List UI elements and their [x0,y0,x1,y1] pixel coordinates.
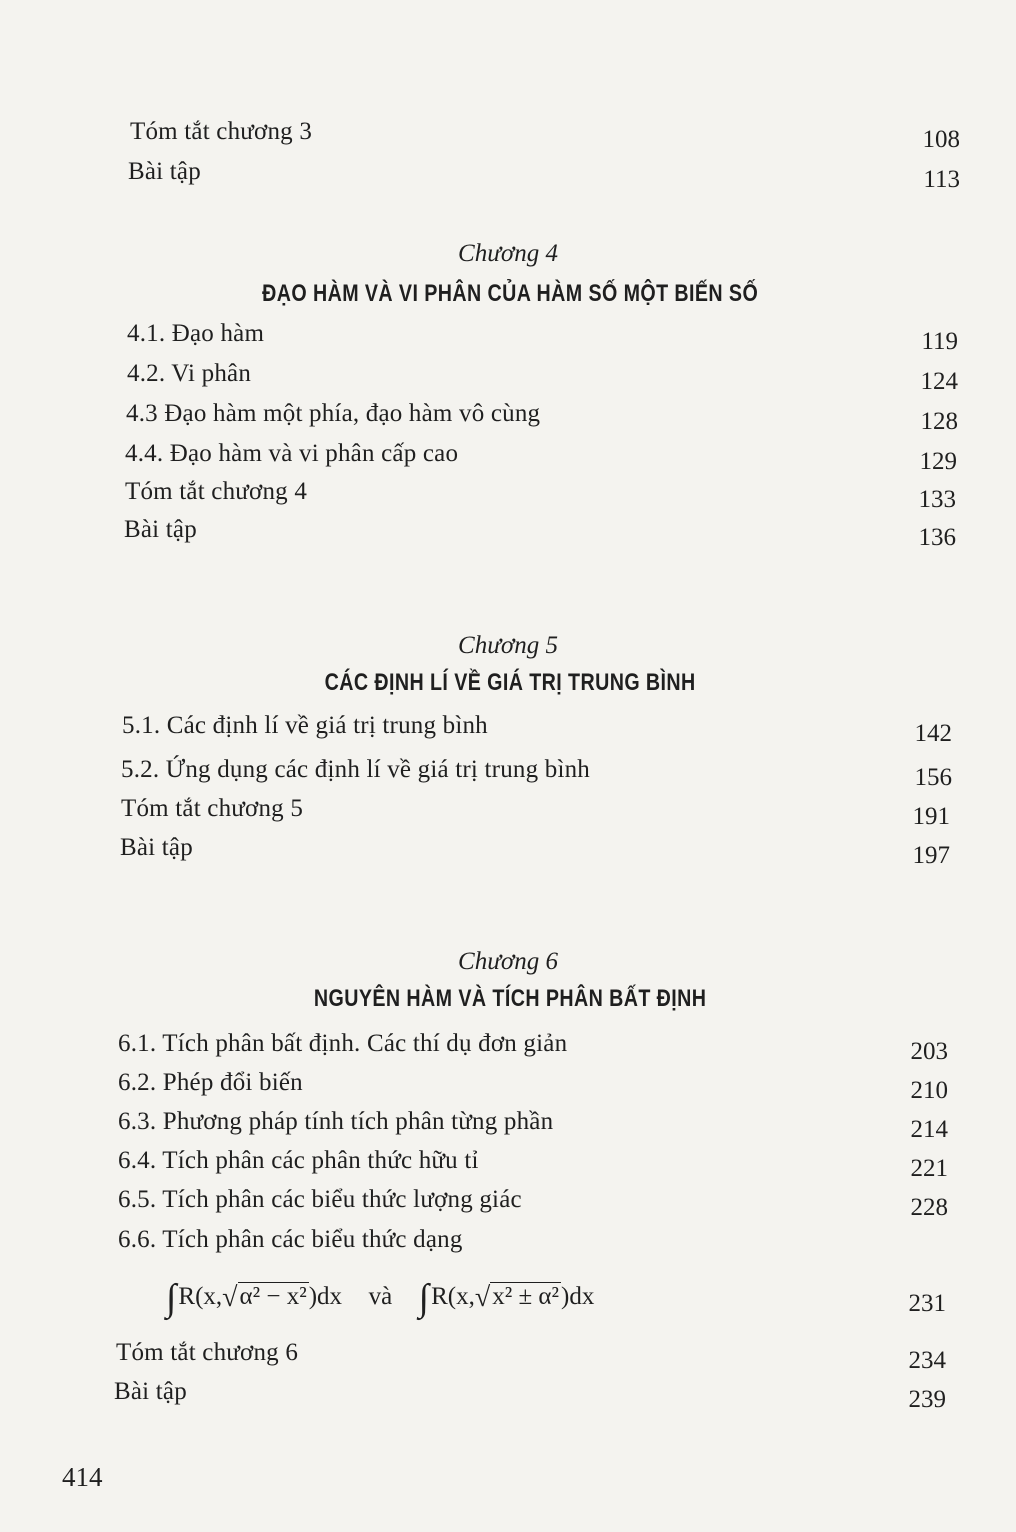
toc-entry [0,1339,1016,1379]
toc-entry-page: 221 [910,1155,948,1182]
toc-entry [0,1378,1016,1418]
toc-entry-page: 142 [914,720,952,747]
toc-entry [0,360,1016,400]
toc-entry-page: 136 [918,524,956,551]
toc-entry-page: 231 [908,1290,946,1317]
integral-sign: ∫ [418,1277,430,1319]
toc-entry [0,1226,1016,1266]
toc-entry-label: 5.2. Ứng dụng các định lí về giá trị trung bình [121,756,590,783]
toc-entry-page: 214 [910,1116,948,1143]
sqrt-left: √α² − x² [222,1282,307,1313]
toc-entry-label: Bài tập [128,158,201,185]
toc-entry-page: 156 [914,764,952,791]
toc-entry-label: 6.1. Tích phân bất định. Các thí dụ đơn giản [118,1030,568,1057]
toc-entry-page: 113 [923,166,960,193]
formula-right-radicand: x² ± α² [492,1283,560,1310]
toc-entry-label: 4.4. Đạo hàm và vi phân cấp cao [125,440,459,467]
toc-entry [0,118,1016,158]
toc-entry-page: 133 [918,486,956,513]
toc-entry-page: 108 [922,126,960,153]
toc-entry [0,1186,1016,1226]
formula-left-radicand: α² − x² [239,1283,307,1310]
toc-entry-page: 203 [910,1038,948,1065]
toc-entry-label: 6.5. Tích phân các biểu thức lượng giác [118,1186,522,1213]
toc-entry-label: Tóm tắt chương 4 [125,478,308,505]
toc-entry-label: Bài tập [124,516,197,543]
toc-entry [0,516,1016,556]
toc-entry-label: 4.2. Vi phân [127,360,252,387]
toc-entry [0,1147,1016,1187]
formula-right-suffix: )dx [561,1283,595,1310]
chapter-label: Chương 6 [458,948,558,975]
toc-entry [0,834,1016,874]
toc-entry-page: 228 [910,1194,948,1221]
sqrt-right: √x² ± α² [474,1282,560,1313]
chapter-title: ĐẠO HÀM VÀ VI PHÂN CỦA HÀM SỐ MỘT BIẾN SỐ [262,280,759,307]
toc-entry [0,320,1016,360]
toc-entry-label: 4.1. Đạo hàm [127,320,265,347]
toc-entry-label: Tóm tắt chương 6 [116,1339,299,1366]
toc-entry-page: 129 [919,448,957,475]
page-number: 414 [62,1462,103,1492]
toc-entry-page: 234 [908,1347,946,1374]
toc-entry-page: 197 [912,842,950,869]
formula-left-prefix: R(x, [178,1283,223,1310]
toc-entry-page: 210 [910,1077,948,1104]
toc-entry [0,1030,1016,1070]
formula-connector: và [368,1283,393,1310]
toc-entry-page: 239 [908,1386,946,1413]
chapter-label: Chương 4 [458,240,558,267]
toc-entry-label: 4.3 Đạo hàm một phía, đạo hàm vô cùng [126,400,541,427]
toc-entry-page: 124 [920,368,958,395]
toc-entry [0,1108,1016,1148]
toc-entry [0,478,1016,518]
toc-entry [0,712,1016,752]
toc-entry-label: 6.3. Phương pháp tính tích phân từng phần [118,1108,554,1135]
toc-entry [0,400,1016,440]
toc-entry-label: 6.4. Tích phân các phân thức hữu tỉ [118,1147,479,1174]
toc-entry-label: Bài tập [114,1378,187,1405]
chapter-title: NGUYÊN HÀM VÀ TÍCH PHÂN BẤT ĐỊNH [313,985,707,1012]
integral-sign: ∫ [166,1277,177,1319]
toc-entry-label: 6.2. Phép đổi biến [118,1069,303,1096]
toc-entry-label: 5.1. Các định lí về giá trị trung bình [122,712,488,739]
toc-entry-label: Tóm tắt chương 3 [130,118,313,145]
toc-entry [0,756,1016,796]
toc-entry-page: 128 [920,408,958,435]
chapter-label: Chương 5 [458,632,558,659]
toc-entry-label: Bài tập [120,834,193,861]
formula-left-suffix: )dx [308,1283,343,1310]
formula-page-entry [0,1282,1016,1322]
toc-entry-page: 119 [921,328,958,355]
toc-entry-label: Tóm tắt chương 5 [121,795,304,822]
toc-entry [0,1069,1016,1109]
formula-right-prefix: R(x, [431,1283,475,1310]
toc-entry-label: 6.6. Tích phân các biểu thức dạng [118,1226,463,1253]
toc-entry-page: 191 [912,803,950,830]
chapter-title: CÁC ĐỊNH LÍ VỀ GIÁ TRỊ TRUNG BÌNH [324,669,696,696]
toc-entry [0,440,1016,480]
toc-entry [0,795,1016,835]
toc-entry [0,158,1016,198]
